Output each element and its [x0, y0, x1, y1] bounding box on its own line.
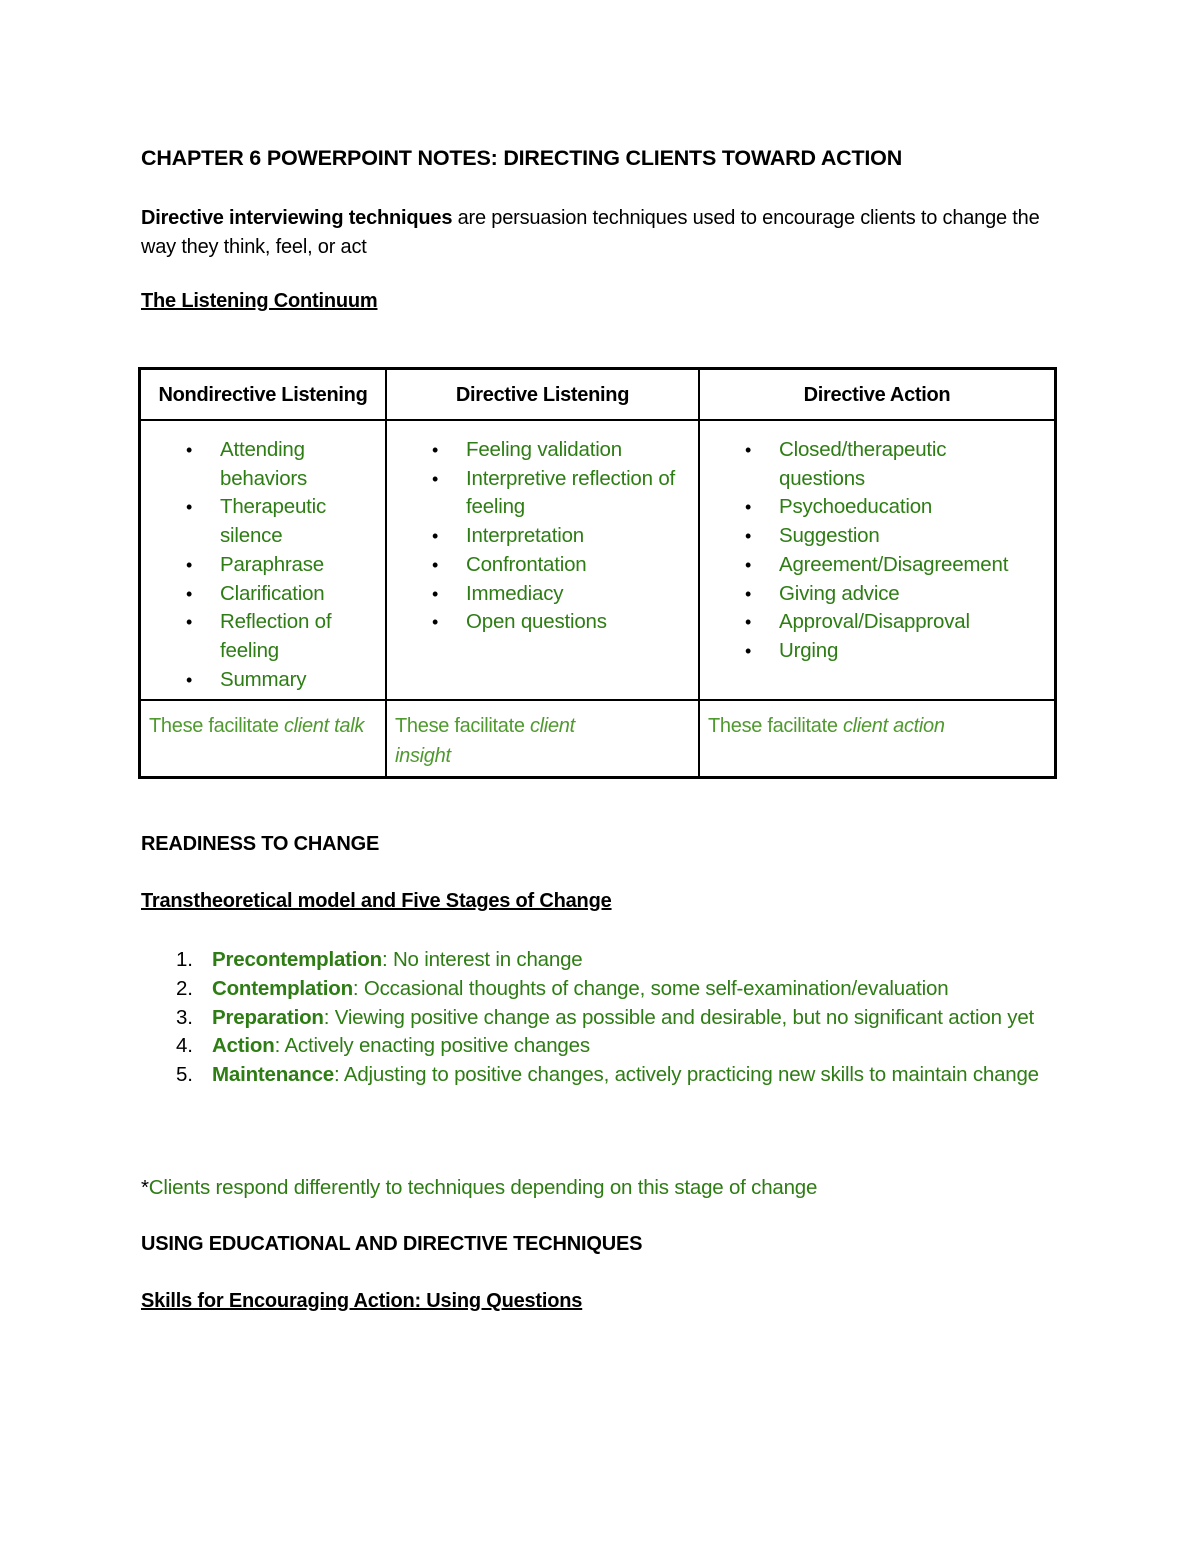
list-item: 3. Preparation: Viewing positive change as possible and desirable, but no significant action yet: [176, 1005, 1035, 1029]
list-item: 1. Precontemplation: No interest in change: [176, 948, 583, 971]
page-title: CHAPTER 6 POWERPOINT NOTES: DIRECTING CLIENTS TOWARD ACTION: [141, 146, 903, 170]
directive-action-list: [745, 436, 1050, 666]
list-item: • Paraphrase: [186, 551, 346, 580]
readiness-heading: READINESS TO CHANGE: [141, 833, 380, 855]
model-heading: Transtheoretical model and Five Stages of Change: [141, 890, 612, 912]
list-item: • Attending behaviors: [186, 438, 308, 490]
list-item: • Closed/therapeutic questions: [745, 438, 947, 490]
bullet-icon: •: [745, 554, 752, 575]
listening-continuum-table: [138, 367, 1057, 779]
bullet-icon: •: [745, 640, 752, 661]
bullet-icon: •: [432, 612, 439, 633]
list-item: • Feeling validation: [432, 436, 692, 465]
bullet-icon: •: [186, 669, 193, 690]
list-item: • Confrontation: [432, 551, 692, 580]
list-item: • Clarification: [186, 580, 346, 609]
bullet-icon: •: [745, 497, 752, 518]
list-item: 4. Action: Actively enacting positive changes: [176, 1034, 590, 1058]
nondirective-list: [186, 436, 346, 694]
bullet-icon: •: [186, 612, 193, 633]
footer-directive-listening: These facilitate client insight: [395, 715, 575, 767]
skills-heading: Skills for Encouraging Action: Using Questions: [141, 1290, 583, 1312]
intro-text: are persuasion techniques used to encourage clients to change the way they think, feel, or act: [141, 207, 1040, 258]
bullet-icon: •: [432, 468, 439, 489]
bullet-icon: •: [745, 526, 752, 547]
bullet-icon: •: [745, 440, 752, 460]
column-header-nondirective: Nondirective Listening: [158, 383, 368, 406]
list-item: • Summary: [186, 666, 346, 695]
list-item: • Immediacy: [432, 580, 692, 609]
column-divider: [385, 370, 387, 776]
intro-paragraph: [141, 204, 1041, 261]
list-item: • Giving advice: [745, 580, 1050, 609]
bullet-icon: •: [432, 440, 439, 460]
list-item: • Psychoeducation: [745, 493, 1050, 522]
list-item: • Approval/Disapproval: [745, 608, 1050, 637]
bullet-icon: •: [186, 497, 193, 518]
bullet-icon: •: [432, 583, 439, 604]
list-item: • Agreement/Disagreement: [745, 551, 1050, 580]
list-item: • Suggestion: [745, 522, 1050, 551]
bullet-icon: •: [186, 583, 193, 604]
footer-divider: [141, 699, 1054, 701]
list-item: • Reflection of feeling: [186, 610, 332, 662]
list-item: 2. Contemplation: Occasional thoughts of change, some self-examination/evaluation: [176, 976, 949, 1000]
bullet-icon: •: [186, 440, 193, 460]
column-divider: [698, 370, 700, 776]
list-item: • Interpretive reflection of feeling: [432, 466, 676, 519]
list-item: • Interpretation: [432, 522, 692, 551]
bullet-icon: •: [745, 612, 752, 633]
listening-continuum-heading: The Listening Continuum: [141, 290, 378, 312]
footer-directive-action: These facilitate client action: [708, 715, 945, 737]
footer-nondirective: These facilitate client talk: [149, 715, 365, 737]
list-item: • Therapeutic silence: [186, 495, 327, 548]
techniques-heading: USING EDUCATIONAL AND DIRECTIVE TECHNIQUES: [141, 1233, 643, 1255]
column-header-directive-action: Directive Action: [803, 383, 951, 406]
list-item: • Open questions: [432, 608, 692, 637]
list-item: • Urging: [745, 637, 1050, 666]
bullet-icon: •: [432, 554, 439, 575]
bullet-icon: •: [745, 583, 752, 604]
directive-listening-list: [432, 436, 692, 637]
intro-term: Directive interviewing techniques: [141, 207, 453, 229]
list-item: 5. Maintenance: Adjusting to positive changes, actively practicing new skills to maintain change: [176, 1063, 1039, 1087]
stage-note: *Clients respond differently to techniques depending on this stage of change: [141, 1176, 818, 1199]
bullet-icon: •: [186, 554, 193, 575]
stages-list: [141, 946, 1061, 1090]
column-header-directive-listening: Directive Listening: [455, 383, 630, 406]
bullet-icon: •: [432, 526, 439, 547]
